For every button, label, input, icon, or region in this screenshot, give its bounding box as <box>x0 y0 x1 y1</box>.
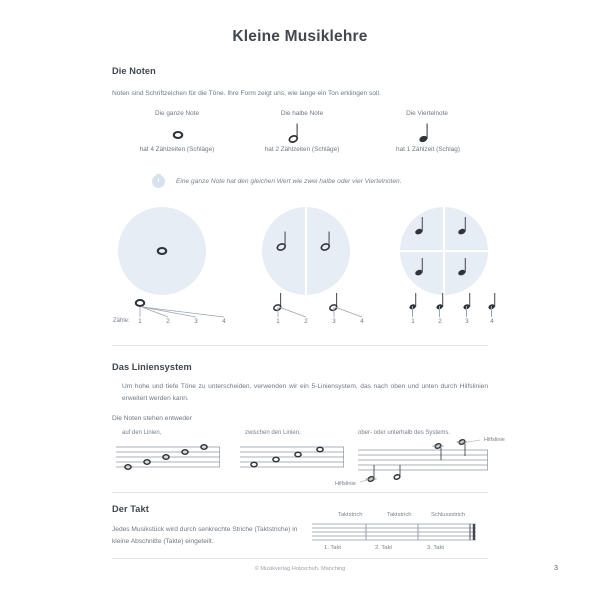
bar-label-2: Schlussstrich <box>431 512 466 518</box>
footer-divider <box>112 558 488 559</box>
measure-label-0: 1. Takt <box>324 545 341 551</box>
beat-leader <box>412 306 413 317</box>
beat-number: 2 <box>166 318 170 325</box>
note-type-0-value: hat 4 Zählzeiten (Schläge) <box>139 146 215 153</box>
beat-number: 3 <box>332 318 336 325</box>
beat-number: 1 <box>411 318 415 325</box>
staff-between-lines <box>240 444 344 474</box>
beat-number: 4 <box>222 318 226 325</box>
beat-leader <box>491 306 492 317</box>
page-number: 3 <box>553 563 558 572</box>
liniensystem-intro-text: Um hohe und tiefe Töne zu unterscheiden, verwenden wir ein 5-Liniensystem, das nach oben und unten durch Hilfslinien erweitert werden kann. <box>122 383 488 402</box>
whole-note-beat-leaders <box>132 305 250 319</box>
note-type-1-name: Die halbe Note <box>280 110 324 117</box>
section-heading-liniensystem: Das Liniensystem <box>112 362 192 372</box>
bar-label-0: Taktstrich <box>338 512 363 518</box>
noten-intro-text: Noten sind Schriftzeichen für die Töne. Ihre Form zeigt uns, wie lange ein Ton erklingen soll. <box>112 90 381 97</box>
page-title: Kleine Musiklehre <box>232 28 368 45</box>
staff-ledger-lines <box>358 436 488 484</box>
beat-number: 4 <box>490 318 494 325</box>
ledger-label-bottom: Hilfslinie <box>335 481 356 487</box>
takt-intro-text: Jedes Musikstück wird durch senkrechte Striche (Taktstriche) in kleine Abschnitte (Takte) eingeteilt. <box>112 526 298 545</box>
bar-label-1: Taktstrich <box>387 512 412 518</box>
quarter-note-icon <box>418 122 432 144</box>
takt-staff <box>312 522 476 544</box>
quarter-note-icon-pie <box>457 257 470 277</box>
section-divider <box>112 345 488 346</box>
beat-leader <box>439 306 440 317</box>
quarter-note-icon-pie <box>457 216 470 236</box>
pie-divider-horizontal <box>400 250 488 252</box>
section-heading-noten: Die Noten <box>112 66 156 76</box>
quarter-note-icon-legend <box>435 292 448 311</box>
quarter-note-icon-pie <box>414 216 427 236</box>
liniensystem-lead-in: Die Noten stehen entweder <box>112 415 192 422</box>
whole-note-icon-pie <box>156 246 168 256</box>
half-note-icon-pie <box>276 230 290 252</box>
staff-example-1-label: zwischen den Linien, <box>245 430 301 436</box>
half-note-icon <box>288 122 302 144</box>
section-divider <box>112 492 488 493</box>
staff-on-lines <box>116 444 220 474</box>
section-heading-takt: Der Takt <box>112 504 149 514</box>
quarter-note-icon-legend <box>462 292 475 311</box>
half-note-icon-pie <box>320 230 334 252</box>
beat-number: 1 <box>276 318 280 325</box>
note-type-1-value: hat 2 Zählzeiten (Schläge) <box>264 146 340 153</box>
measure-label-2: 3. Takt <box>427 545 444 551</box>
note-type-2-value: hat 1 Zählzeit (Schlag) <box>396 146 460 153</box>
beat-leader <box>466 306 467 317</box>
beat-number: 2 <box>304 318 308 325</box>
quarter-note-icon-legend <box>408 292 421 311</box>
pie-divider-vertical <box>305 207 307 295</box>
beat-number: 3 <box>194 318 198 325</box>
note-type-2-name: Die Viertelnote <box>406 110 448 117</box>
note-type-0-name: Die ganze Note <box>154 110 200 117</box>
beat-number: 4 <box>360 318 364 325</box>
quarter-note-icon-legend <box>487 292 500 311</box>
noten-callout-text: Eine ganze Note hat den gleichen Wert wie zwei halbe oder vier Viertelnoten. <box>176 178 402 185</box>
ledger-label-top: Hilfslinie <box>484 437 505 443</box>
quarter-note-icon-pie <box>414 257 427 277</box>
measure-label-1: 2. Takt <box>375 545 392 551</box>
count-label: Zähle: <box>113 318 130 324</box>
copyright-notice: © Musikverlag Holzschuh, Manching <box>254 566 346 572</box>
staff-example-0-label: auf den Linien, <box>122 430 162 436</box>
whole-note-icon <box>172 130 184 140</box>
beat-number: 1 <box>138 318 142 325</box>
beat-number: 3 <box>465 318 469 325</box>
staff-example-2-label: ober- oder unterhalb des Systems. <box>358 430 451 436</box>
clock-icon <box>152 175 165 188</box>
beat-number: 2 <box>438 318 442 325</box>
